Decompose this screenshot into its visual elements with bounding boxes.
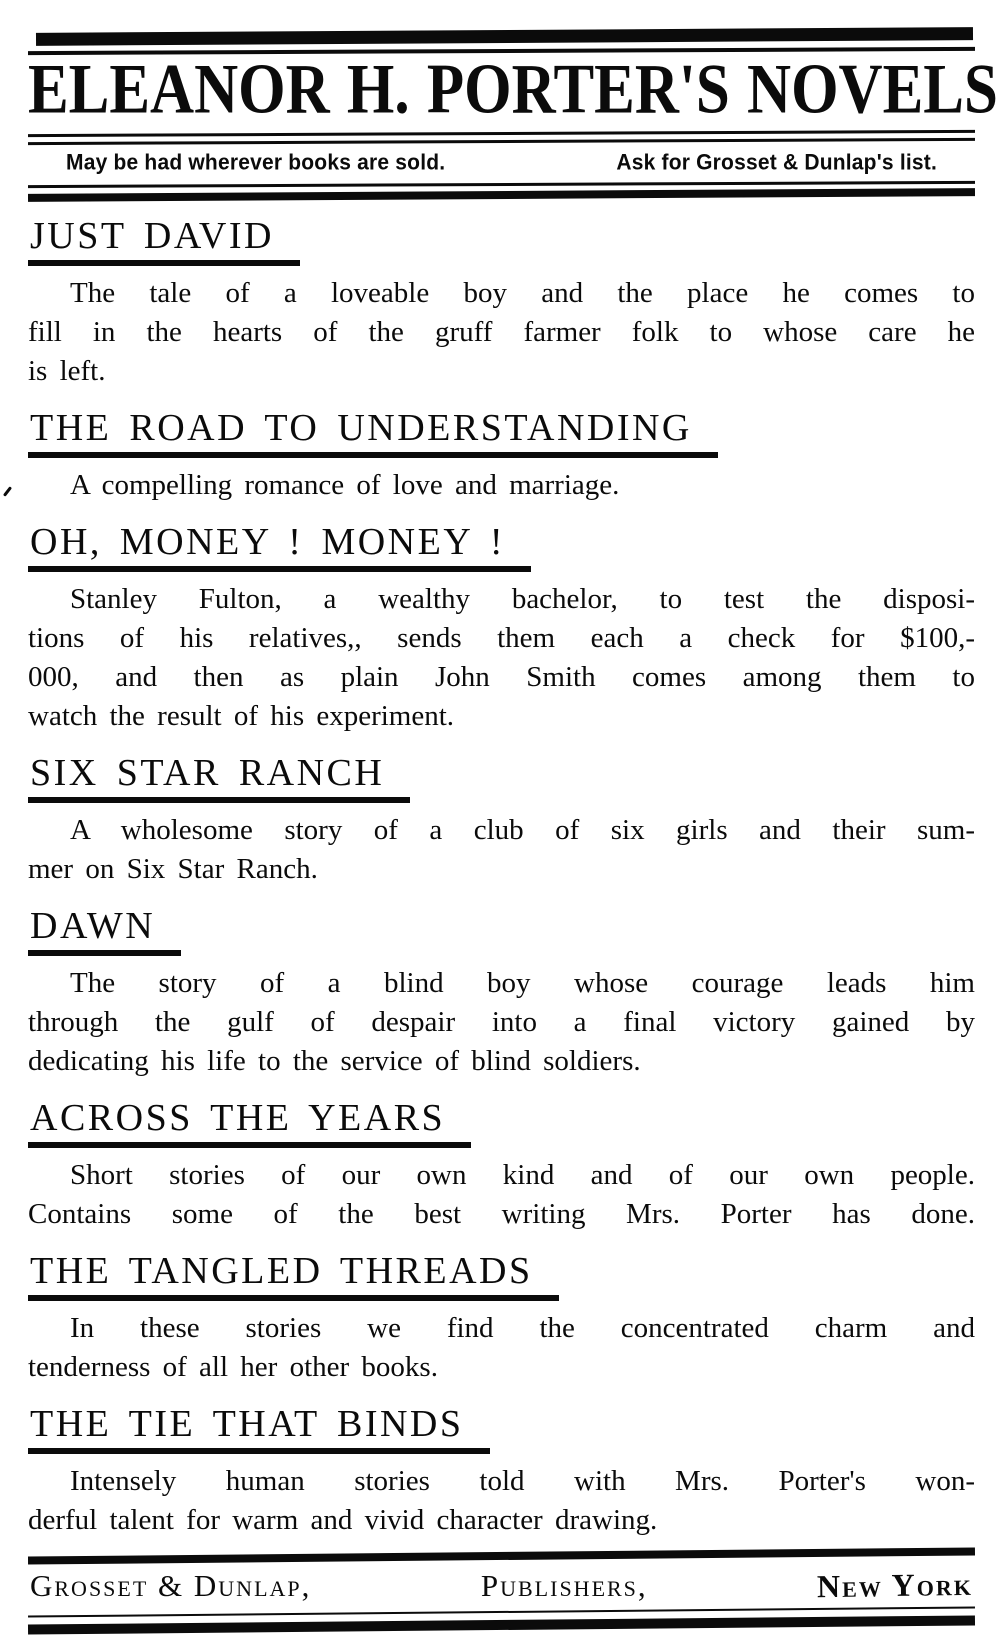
- book-section-six-star-ranch: [28, 736, 975, 889]
- paragraph-line: tions of his relatives,, sends them each a check for $100,-: [28, 622, 975, 654]
- book-title-heading: THE TIE THAT BINDS: [28, 1405, 490, 1454]
- paragraph-line: A wholesome story of a club of six girls and their sum-: [70, 814, 975, 846]
- paragraph-line: mer on Six Star Ranch.: [28, 853, 318, 885]
- book-description: [28, 1462, 975, 1540]
- paragraph-line: The story of a blind boy whose courage leads him: [70, 967, 975, 999]
- book-description: [28, 466, 975, 505]
- subtitle-row: [28, 150, 975, 175]
- paragraph-line: through the gulf of despair into a final victory gained by: [28, 1006, 975, 1038]
- subtitle-rule-thin: [28, 181, 975, 188]
- book-section-road-to-understanding: [28, 391, 975, 505]
- paragraph-line: is left.: [28, 355, 106, 387]
- book-title-heading: JUST DAVID: [28, 217, 300, 266]
- book-description: [28, 811, 975, 889]
- book-section-oh-money-money: [28, 505, 975, 736]
- book-description: [28, 1309, 975, 1387]
- paragraph-line: tenderness of all her other books.: [28, 1351, 438, 1383]
- header-top-bar: [36, 27, 973, 46]
- paragraph-line: watch the result of his experiment.: [28, 700, 455, 732]
- book-title-heading: SIX STAR RANCH: [28, 754, 410, 803]
- paragraph-line: 000, and then as plain John Smith comes among them to: [28, 661, 975, 693]
- title-double-rule-top: [28, 130, 975, 137]
- paragraph-line: derful talent for warm and vivid character drawing.: [28, 1504, 658, 1536]
- book-section-just-david: [28, 199, 975, 391]
- paragraph-line: A compelling romance of love and marriage.: [70, 469, 620, 501]
- paragraph-line: Contains some of the best writing Mrs. Porter has done.: [28, 1198, 975, 1230]
- paragraph-line: In these stories we find the concentrated charm and: [70, 1312, 975, 1344]
- paragraph-line: dedicating his life to the service of blind soldiers.: [28, 1045, 641, 1077]
- subtitle-ask-list: Ask for Grosset & Dunlap's list.: [616, 150, 937, 175]
- paragraph-line: Stanley Fulton, a wealthy bachelor, to test the disposi-: [70, 583, 975, 615]
- page-title: ELEANOR H. PORTER'S NOVELS: [28, 51, 998, 129]
- footer-publisher: Grosset & Dunlap,: [30, 1568, 312, 1603]
- book-description: [28, 274, 975, 391]
- footer-role: Publishers,: [480, 1568, 648, 1603]
- subtitle-availability: May be had wherever books are sold.: [66, 150, 446, 175]
- book-section-dawn: [28, 889, 975, 1081]
- book-title-heading: OH, MONEY ! MONEY !: [28, 523, 531, 572]
- book-list: [28, 199, 975, 1540]
- paragraph-line: Intensely human stories told with Mrs. Porter's won-: [70, 1465, 975, 1497]
- book-title-heading: THE TANGLED THREADS: [28, 1252, 559, 1301]
- paragraph-line: Short stories of our own kind and of our own people.: [70, 1159, 975, 1191]
- book-title-heading: ACROSS THE YEARS: [28, 1099, 471, 1148]
- book-description: [28, 580, 975, 736]
- book-description: [28, 1156, 975, 1234]
- book-section-across-the-years: [28, 1081, 975, 1234]
- book-section-tie-that-binds: [28, 1387, 975, 1540]
- scan-artifact-mark: [3, 486, 12, 497]
- footer-city: New York: [816, 1565, 974, 1605]
- paragraph-line: The tale of a loveable boy and the place he comes to: [70, 277, 975, 309]
- book-description: [28, 964, 975, 1081]
- book-title-heading: THE ROAD TO UNDERSTANDING: [28, 409, 718, 458]
- paragraph-line: fill in the hearts of the gruff farmer folk to whose care he: [28, 316, 975, 348]
- title-double-rule-bottom: [28, 138, 975, 145]
- book-section-tangled-threads: [28, 1234, 975, 1387]
- footer-rule-top: [28, 1547, 975, 1564]
- footer-rule-thick: [28, 1615, 975, 1634]
- book-title-heading: DAWN: [28, 907, 181, 956]
- footer-imprint: [30, 1565, 974, 1605]
